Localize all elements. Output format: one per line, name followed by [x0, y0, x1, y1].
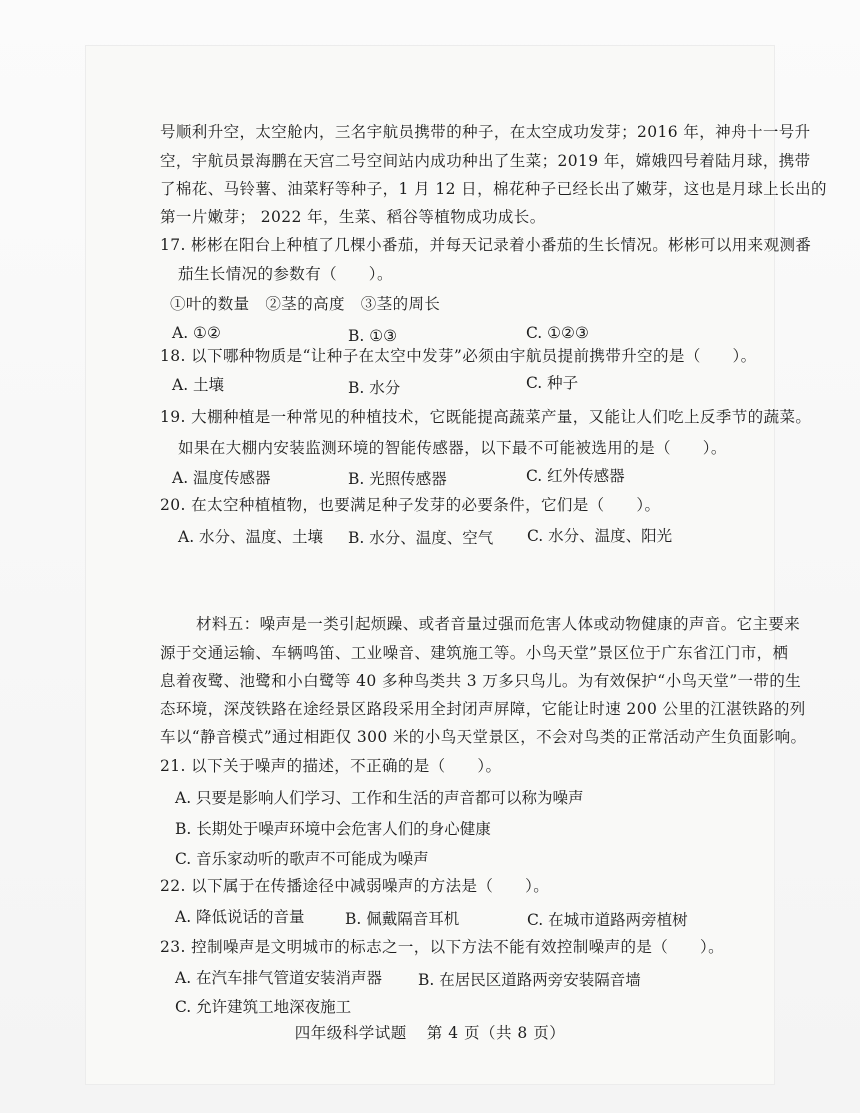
material-5-line-2: 源于交通运输、车辆鸣笛、工业噪音、建筑施工等。小鸟天堂”景区位于广东省江门市，栖 [160, 644, 789, 662]
question-23-stem: 23. 控制噪声是文明城市的标志之一，以下方法不能有效控制噪声的是（ ）。 [160, 938, 725, 956]
question-22-option-c[interactable]: C. 在城市道路两旁植树 [527, 911, 688, 929]
intro-line-2: 空，宇航员景海鹏在天宫二号空间站内成功种出了生菜；2019 年，嫦娥四号着陆月球，携带 [160, 152, 811, 170]
question-19-stem: 19. 大棚种植是一种常见的种植技术，它既能提高蔬菜产量，又能让人们吃上反季节的蔬菜。 [160, 408, 812, 426]
question-20-option-c[interactable]: C. 水分、温度、阳光 [527, 527, 673, 545]
question-19-option-c[interactable]: C. 红外传感器 [526, 467, 625, 485]
question-17-option-a[interactable]: A. ①② [172, 324, 221, 342]
question-17-option-b[interactable]: B. ①③ [348, 327, 398, 345]
material-5-line-5: 车以“静音模式”通过相距仅 300 米的小鸟天堂景区，不会对鸟类的正常活动产生负面影响。 [160, 728, 807, 746]
question-19-stem-cont: 如果在大棚内安装监测环境的智能传感器，以下最不可能被选用的是（ ）。 [178, 439, 727, 457]
question-18-stem: 18. 以下哪种物质是“让种子在太空中发芽”必须由宇航员提前携带升空的是（ ）。 [160, 347, 757, 365]
question-21-stem: 21. 以下关于噪声的描述，不正确的是（ ）。 [160, 757, 502, 775]
footer-page-number: 第 4 页（共 8 页） [426, 1024, 566, 1042]
question-17-items: ①叶的数量 ②茎的高度 ③茎的周长 [170, 295, 441, 313]
question-21-option-c[interactable]: C. 音乐家动听的歌声不可能成为噪声 [175, 850, 429, 868]
question-18-option-b[interactable]: B. 水分 [348, 379, 401, 397]
material-5-line-4: 态环境，深茂铁路在途经景区路段采用全封闭声屏障，它能让时速 200 公里的江湛铁路的列 [160, 700, 806, 718]
question-20-option-a[interactable]: A. 水分、温度、土壤 [178, 528, 324, 546]
question-18-option-a[interactable]: A. 土壤 [172, 376, 225, 394]
intro-line-4: 第一片嫩芽； 2022 年，生菜、稻谷等植物成功成长。 [160, 208, 546, 226]
intro-line-1: 号顺利升空，太空舱内，三名宇航员携带的种子，在太空成功发芽；2016 年，神舟十一号升 [160, 123, 811, 141]
question-17-stem-cont: 茄生长情况的参数有（ ）。 [178, 265, 393, 283]
question-22-stem: 22. 以下属于在传播途径中减弱噪声的方法是（ ）。 [160, 877, 550, 895]
question-18-option-c[interactable]: C. 种子 [526, 374, 579, 392]
question-19-option-a[interactable]: A. 温度传感器 [172, 469, 271, 487]
question-23-option-c[interactable]: C. 允许建筑工地深夜施工 [175, 998, 352, 1016]
question-17-option-c[interactable]: C. ①②③ [526, 324, 589, 342]
question-22-option-b[interactable]: B. 佩戴隔音耳机 [345, 910, 460, 928]
page-footer [0, 1023, 860, 1043]
question-20-stem: 20. 在太空种植植物，也要满足种子发芽的必要条件，它们是（ ）。 [160, 496, 661, 514]
question-21-option-a[interactable]: A. 只要是影响人们学习、工作和生活的声音都可以称为噪声 [175, 789, 584, 807]
question-23-option-b[interactable]: B. 在居民区道路两旁安装隔音墙 [418, 971, 641, 989]
question-21-option-b[interactable]: B. 长期处于噪声环境中会危害人们的身心健康 [175, 820, 491, 838]
material-5-line-1: 材料五：噪声是一类引起烦躁、或者音量过强而危害人体或动物健康的声音。它主要来 [196, 615, 801, 633]
question-22-option-a[interactable]: A. 降低说话的音量 [175, 908, 305, 926]
question-19-option-b[interactable]: B. 光照传感器 [348, 470, 447, 488]
question-17-stem: 17. 彬彬在阳台上种植了几棵小番茄，并每天记录着小番茄的生长情况。彬彬可以用来观测番 [160, 236, 812, 254]
material-5-line-3: 息着夜鹭、池鹭和小白鹭等 40 多种鸟类共 3 万多只鸟儿。为有效保护“小鸟天堂”一带的生 [160, 672, 802, 690]
question-23-option-a[interactable]: A. 在汽车排气管道安装消声器 [175, 969, 383, 987]
footer-subject: 四年级科学试题 [294, 1024, 407, 1042]
question-20-option-b[interactable]: B. 水分、温度、空气 [348, 529, 494, 547]
intro-line-3: 了棉花、马铃薯、油菜籽等种子，1 月 12 日，棉花种子已经长出了嫩芽，这也是月球上长出的 [160, 180, 827, 198]
